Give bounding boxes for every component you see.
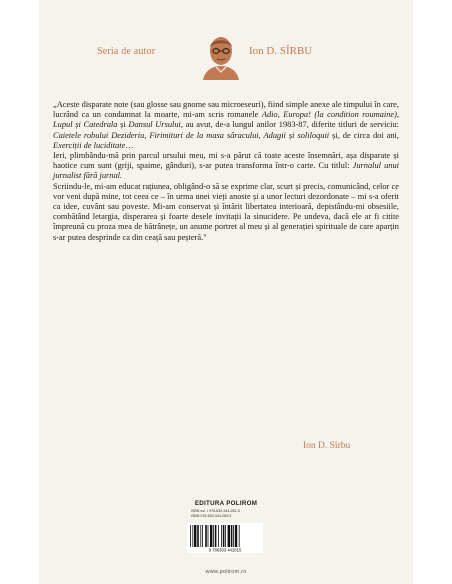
- quote-signature: Ion D. Sîrbu: [303, 441, 351, 451]
- blurb-paragraph-2: Ieri, plimbându-mă prin parcul ursului meu, mi s-a părut că toate aceste însemnări, așa disparate și haotice cum sunt (griji, spaime, gânduri), s-ar putea transforma într-o carte. Cu titlul: Jurnalul unui jurnalist fără jurnal.: [53, 151, 399, 181]
- isbn-line-volume: ISBN vol. I 978-630-344-281-5: [191, 509, 240, 513]
- series-header: [39, 30, 413, 80]
- publisher-name: EDITURA POLIROM: [194, 500, 258, 507]
- blurb-paragraph-1: „Aceste disparate note (sau glosse sau gnome sau microeseuri), fiind simple anexe ale timpului în care, lucrând ca un condamnat la moarte, mi-am scris romanele Adio, Europa! (la condition roumaine), Lupul și Catedrala și Dansul Ursului, au avut, de-a lungul anilor 1983-87, diferite titluri de serviciu: Caietele robului Dezideriu, Firimituri de la masa săracului, Adagii și soliloquii și, de circa doi ani, Exerciții de luciditate…: [53, 100, 399, 150]
- author-portrait-icon: [197, 30, 245, 80]
- back-cover: [39, 0, 413, 584]
- blurb-paragraph-3: Scriindu-le, mi-am educat rațiunea, obligând-o să se exprime clar, scurt și precis, comunicând, celor ce vor veni după mine, tot ceea ce – în urma unei vieți anoste și a unor lecturi dezordonate – mi s-a oferit ca idee, cuvânt sau poveste. Mi-am conservat și întărit libertatea interioară, depistându-mi obsesiile, combătând letargia, disperarea și foarte desele invitații la sinucidere. Pe undeva, dacă ele ar fi citite împreună cu proza mea de bătrânețe, un anume portret al meu și al generației spirituale de care aparțin s-ar putea desprinde ca din ceață sau peșteră.": [53, 181, 399, 242]
- isbn-block: [191, 509, 281, 518]
- blurb-text: [53, 100, 399, 243]
- isbn-line-set: ISBN 978-630-344-283-9: [191, 513, 232, 518]
- barcode-icon: [187, 523, 263, 553]
- barcode-digits: 9 786303 442815: [208, 547, 242, 553]
- publisher-website: www.polirom.ro: [205, 569, 247, 575]
- author-name: Ion D. SÎRBU: [249, 45, 313, 57]
- series-label: Seria de autor: [97, 46, 156, 57]
